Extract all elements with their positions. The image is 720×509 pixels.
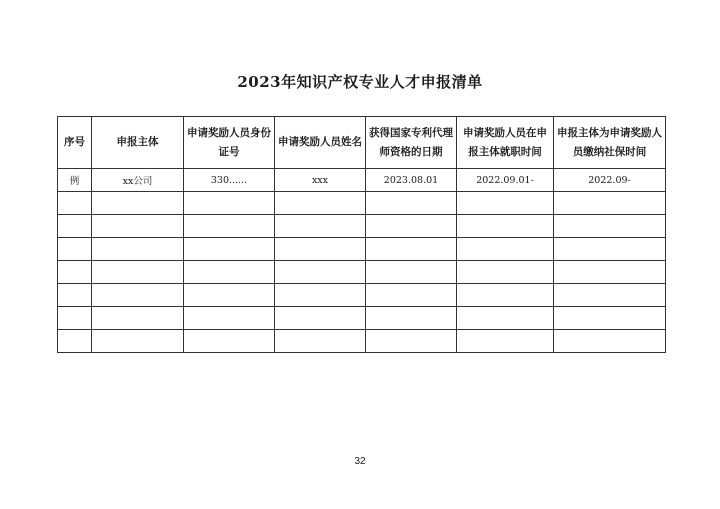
- table-cell[interactable]: [366, 215, 457, 238]
- table-row: [58, 330, 666, 353]
- table-cell: 330......: [184, 169, 275, 192]
- table-cell[interactable]: [92, 307, 184, 330]
- table-header-row: [58, 117, 666, 169]
- table-cell: 2022.09-: [554, 169, 666, 192]
- table-cell[interactable]: [184, 261, 275, 284]
- table-cell[interactable]: [457, 330, 554, 353]
- table-cell[interactable]: [92, 238, 184, 261]
- table-cell[interactable]: [275, 261, 366, 284]
- page-title: 2023年知识产权专业人才申报清单: [237, 73, 483, 91]
- table-row-example: [58, 169, 666, 192]
- header-person-name: 申请奖励人员姓名: [275, 117, 366, 169]
- table-row: [58, 215, 666, 238]
- table-cell[interactable]: [366, 330, 457, 353]
- header-qualification-date: 获得国家专利代理师资格的日期: [366, 117, 457, 169]
- table-cell: 例: [58, 169, 92, 192]
- table-cell[interactable]: [275, 330, 366, 353]
- table-cell[interactable]: [184, 215, 275, 238]
- table-cell[interactable]: [184, 192, 275, 215]
- table-cell[interactable]: [58, 307, 92, 330]
- table-cell[interactable]: [457, 284, 554, 307]
- table-cell[interactable]: [92, 192, 184, 215]
- table-cell[interactable]: [366, 192, 457, 215]
- page-number: 32: [354, 456, 366, 467]
- table-row: [58, 192, 666, 215]
- table-cell[interactable]: [554, 192, 666, 215]
- table-cell[interactable]: [457, 307, 554, 330]
- header-serial-number: 序号: [58, 117, 92, 169]
- table-cell[interactable]: [184, 307, 275, 330]
- table-cell[interactable]: [366, 284, 457, 307]
- table-cell[interactable]: [92, 284, 184, 307]
- table-cell[interactable]: [92, 215, 184, 238]
- table-cell[interactable]: [275, 192, 366, 215]
- table-cell: xxx: [275, 169, 366, 192]
- table-cell[interactable]: [184, 330, 275, 353]
- table-cell[interactable]: [554, 261, 666, 284]
- table-cell[interactable]: [554, 284, 666, 307]
- table-cell[interactable]: [275, 238, 366, 261]
- table-row: [58, 284, 666, 307]
- table-row: [58, 261, 666, 284]
- table-cell[interactable]: [58, 192, 92, 215]
- table-cell: 2022.09.01-: [457, 169, 554, 192]
- table-row: [58, 307, 666, 330]
- table-cell: xx公司: [92, 169, 184, 192]
- table-cell[interactable]: [275, 284, 366, 307]
- declaration-table: [57, 116, 666, 353]
- table-cell[interactable]: [554, 215, 666, 238]
- table-cell[interactable]: [554, 238, 666, 261]
- table-cell[interactable]: [58, 261, 92, 284]
- header-employment-period: 申请奖励人员在申报主体就职时间: [457, 117, 554, 169]
- table-cell[interactable]: [184, 284, 275, 307]
- header-social-security-period: 申报主体为申请奖励人员缴纳社保时间: [554, 117, 666, 169]
- table-cell[interactable]: [58, 215, 92, 238]
- table-cell[interactable]: [92, 330, 184, 353]
- table-cell[interactable]: [366, 307, 457, 330]
- table-cell[interactable]: [58, 238, 92, 261]
- table-cell[interactable]: [366, 261, 457, 284]
- table-cell[interactable]: [184, 238, 275, 261]
- header-applicant-entity: 申报主体: [92, 117, 184, 169]
- table-cell[interactable]: [58, 330, 92, 353]
- header-id-number: 申请奖励人员身份证号: [184, 117, 275, 169]
- table-cell[interactable]: [457, 261, 554, 284]
- table-cell[interactable]: [92, 261, 184, 284]
- table-cell[interactable]: [554, 330, 666, 353]
- table-cell[interactable]: [457, 238, 554, 261]
- table-cell[interactable]: [366, 238, 457, 261]
- table-row: [58, 238, 666, 261]
- table-cell: 2023.08.01: [366, 169, 457, 192]
- table-cell[interactable]: [275, 307, 366, 330]
- table-cell[interactable]: [58, 284, 92, 307]
- table-cell[interactable]: [275, 215, 366, 238]
- table-cell[interactable]: [457, 192, 554, 215]
- table-cell[interactable]: [457, 215, 554, 238]
- table-cell[interactable]: [554, 307, 666, 330]
